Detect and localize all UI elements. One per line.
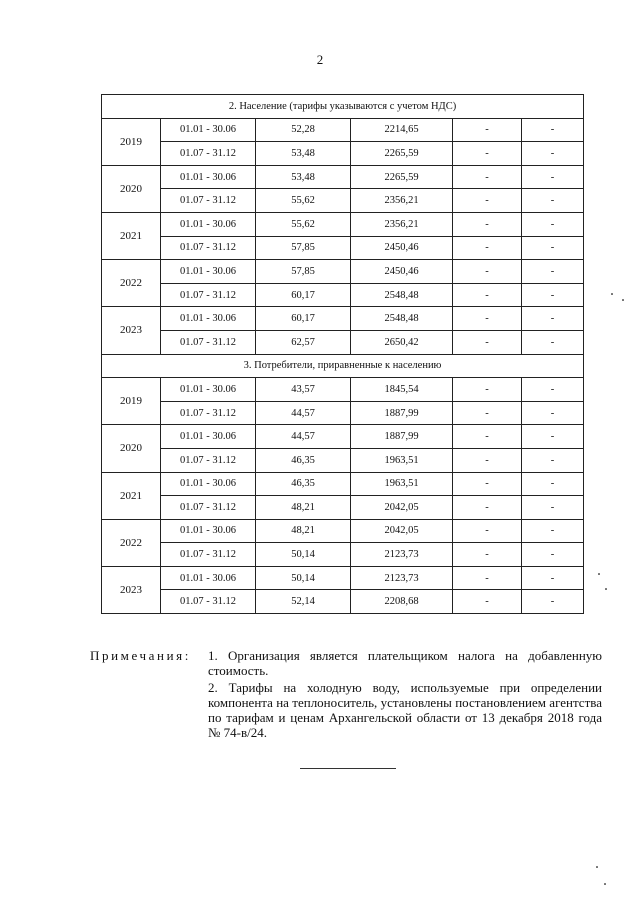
year-cell: 2020 [102, 425, 161, 472]
empty-dash-cell: - [453, 378, 522, 402]
period-cell: 01.07 - 31.12 [161, 283, 256, 307]
tariff-value-cell: 1963,51 [351, 472, 453, 496]
empty-dash-cell: - [453, 260, 522, 284]
table-row [102, 472, 584, 496]
tariff-value-cell: 60,17 [256, 283, 351, 307]
tariff-value-cell: 1887,99 [351, 425, 453, 449]
tariff-value-cell: 2356,21 [351, 189, 453, 213]
tariff-value-cell: 53,48 [256, 142, 351, 166]
empty-dash-cell: - [522, 307, 584, 331]
empty-dash-cell: - [453, 283, 522, 307]
tariff-value-cell: 52,14 [256, 590, 351, 614]
table-row [102, 543, 584, 567]
tariff-value-cell: 46,35 [256, 472, 351, 496]
tariff-value-cell: 44,57 [256, 425, 351, 449]
tariff-value-cell: 2265,59 [351, 142, 453, 166]
tariff-value-cell: 48,21 [256, 519, 351, 543]
tariff-value-cell: 2450,46 [351, 236, 453, 260]
table-row [102, 566, 584, 590]
period-cell: 01.01 - 30.06 [161, 260, 256, 284]
tariff-value-cell: 2214,65 [351, 118, 453, 142]
tariff-value-cell: 53,48 [256, 165, 351, 189]
section-header-row [102, 354, 584, 378]
empty-dash-cell: - [453, 519, 522, 543]
period-cell: 01.07 - 31.12 [161, 142, 256, 166]
empty-dash-cell: - [522, 212, 584, 236]
empty-dash-cell: - [453, 189, 522, 213]
tariff-value-cell: 55,62 [256, 189, 351, 213]
tariff-value-cell: 57,85 [256, 260, 351, 284]
tariff-value-cell: 2650,42 [351, 330, 453, 354]
year-cell: 2021 [102, 212, 161, 259]
empty-dash-cell: - [453, 543, 522, 567]
period-cell: 01.07 - 31.12 [161, 590, 256, 614]
tariff-value-cell: 1845,54 [351, 378, 453, 402]
empty-dash-cell: - [522, 236, 584, 260]
scan-speck [611, 293, 613, 295]
tariff-value-cell: 1963,51 [351, 448, 453, 472]
tariff-value-cell: 44,57 [256, 401, 351, 425]
table-row [102, 189, 584, 213]
table-row [102, 590, 584, 614]
year-cell: 2020 [102, 165, 161, 212]
tariff-value-cell: 1887,99 [351, 401, 453, 425]
empty-dash-cell: - [453, 307, 522, 331]
empty-dash-cell: - [522, 566, 584, 590]
empty-dash-cell: - [522, 448, 584, 472]
empty-dash-cell: - [522, 472, 584, 496]
empty-dash-cell: - [522, 519, 584, 543]
tariff-value-cell: 2042,05 [351, 496, 453, 520]
tariff-value-cell: 2548,48 [351, 283, 453, 307]
period-cell: 01.01 - 30.06 [161, 165, 256, 189]
period-cell: 01.01 - 30.06 [161, 212, 256, 236]
table-row [102, 212, 584, 236]
tariff-value-cell: 55,62 [256, 212, 351, 236]
section-title: 2. Население (тарифы указываются с учетом НДС) [102, 95, 584, 119]
year-cell: 2019 [102, 378, 161, 425]
tariff-value-cell: 46,35 [256, 448, 351, 472]
tariff-table [101, 94, 584, 614]
period-cell: 01.07 - 31.12 [161, 236, 256, 260]
tariff-value-cell: 2042,05 [351, 519, 453, 543]
period-cell: 01.01 - 30.06 [161, 307, 256, 331]
empty-dash-cell: - [522, 260, 584, 284]
section-header-row [102, 95, 584, 119]
tariff-value-cell: 52,28 [256, 118, 351, 142]
tariff-value-cell: 62,57 [256, 330, 351, 354]
empty-dash-cell: - [453, 496, 522, 520]
empty-dash-cell: - [522, 165, 584, 189]
period-cell: 01.07 - 31.12 [161, 496, 256, 520]
notes-label: Примечания: [90, 648, 191, 663]
scan-speck [622, 299, 624, 301]
tariff-value-cell: 57,85 [256, 236, 351, 260]
year-cell: 2021 [102, 472, 161, 519]
tariff-value-cell: 2265,59 [351, 165, 453, 189]
period-cell: 01.07 - 31.12 [161, 448, 256, 472]
empty-dash-cell: - [522, 378, 584, 402]
period-cell: 01.01 - 30.06 [161, 472, 256, 496]
period-cell: 01.01 - 30.06 [161, 519, 256, 543]
scan-speck [598, 573, 600, 575]
empty-dash-cell: - [453, 566, 522, 590]
table-row [102, 519, 584, 543]
empty-dash-cell: - [522, 496, 584, 520]
tariff-value-cell: 2450,46 [351, 260, 453, 284]
empty-dash-cell: - [453, 118, 522, 142]
tariff-value-cell: 2356,21 [351, 212, 453, 236]
period-cell: 01.01 - 30.06 [161, 425, 256, 449]
table-row [102, 448, 584, 472]
empty-dash-cell: - [453, 212, 522, 236]
tariff-value-cell: 43,57 [256, 378, 351, 402]
empty-dash-cell: - [453, 165, 522, 189]
table-row [102, 165, 584, 189]
tariff-value-cell: 48,21 [256, 496, 351, 520]
period-cell: 01.01 - 30.06 [161, 118, 256, 142]
table-row [102, 236, 584, 260]
year-cell: 2023 [102, 307, 161, 354]
year-cell: 2023 [102, 566, 161, 613]
tariff-value-cell: 50,14 [256, 566, 351, 590]
empty-dash-cell: - [453, 236, 522, 260]
year-cell: 2019 [102, 118, 161, 165]
note-item: 1. Организация является плательщиком налога на добавленную стоимость. [208, 648, 602, 678]
page-number: 2 [316, 52, 324, 67]
empty-dash-cell: - [522, 118, 584, 142]
table-row [102, 496, 584, 520]
period-cell: 01.07 - 31.12 [161, 401, 256, 425]
empty-dash-cell: - [522, 425, 584, 449]
empty-dash-cell: - [453, 142, 522, 166]
table-row [102, 307, 584, 331]
scan-speck [604, 883, 606, 885]
section-title: 3. Потребители, приравненные к населению [102, 354, 584, 378]
tariff-value-cell: 50,14 [256, 543, 351, 567]
table-row [102, 401, 584, 425]
period-cell: 01.01 - 30.06 [161, 378, 256, 402]
empty-dash-cell: - [522, 283, 584, 307]
note-item: 2. Тарифы на холодную воду, используемые при определении компонента на теплоноситель, установлены постановлением агентства по тарифам и ценам Архангельской области от 13 декабря 2018 года № 74-в/24. [208, 680, 602, 740]
empty-dash-cell: - [453, 330, 522, 354]
scan-speck [596, 866, 598, 868]
period-cell: 01.07 - 31.12 [161, 189, 256, 213]
empty-dash-cell: - [453, 448, 522, 472]
table-row [102, 260, 584, 284]
tariff-value-cell: 2123,73 [351, 543, 453, 567]
table-row [102, 283, 584, 307]
empty-dash-cell: - [522, 142, 584, 166]
tariff-value-cell: 60,17 [256, 307, 351, 331]
table-row [102, 330, 584, 354]
empty-dash-cell: - [522, 401, 584, 425]
empty-dash-cell: - [453, 472, 522, 496]
period-cell: 01.01 - 30.06 [161, 566, 256, 590]
empty-dash-cell: - [453, 590, 522, 614]
empty-dash-cell: - [453, 401, 522, 425]
table-row [102, 425, 584, 449]
period-cell: 01.07 - 31.12 [161, 330, 256, 354]
empty-dash-cell: - [453, 425, 522, 449]
empty-dash-cell: - [522, 330, 584, 354]
year-cell: 2022 [102, 519, 161, 566]
empty-dash-cell: - [522, 543, 584, 567]
table-row [102, 118, 584, 142]
empty-dash-cell: - [522, 189, 584, 213]
period-cell: 01.07 - 31.12 [161, 543, 256, 567]
table-row [102, 378, 584, 402]
tariff-value-cell: 2123,73 [351, 566, 453, 590]
empty-dash-cell: - [522, 590, 584, 614]
notes-list [208, 648, 602, 742]
tariff-value-cell: 2548,48 [351, 307, 453, 331]
tariff-value-cell: 2208,68 [351, 590, 453, 614]
closing-separator-line [300, 768, 396, 769]
table-row [102, 142, 584, 166]
year-cell: 2022 [102, 260, 161, 307]
scan-speck [605, 588, 607, 590]
